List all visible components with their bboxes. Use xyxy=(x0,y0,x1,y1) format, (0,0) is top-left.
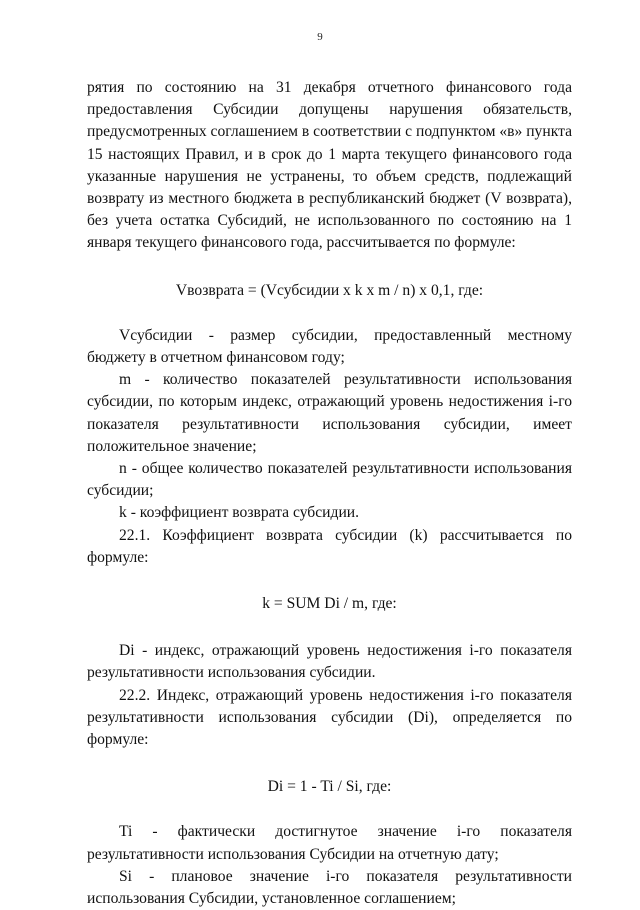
page-number: 9 xyxy=(317,31,323,43)
clause-22-1: 22.1. Коэффициент возврата субсидии (k) рассчитывается по формуле: xyxy=(87,526,572,566)
clause-22-2: 22.2. Индекс, отражающий уровень недостижения i-го показателя результативности использования субсидии (Di), определяется по формуле: xyxy=(87,686,572,749)
definition-m: m - количество показателей результативности использования субсидии, по которым индекс, отражающий уровень недостижения i-го показателя результативности использования субсидии, имеет положительное значение; xyxy=(87,371,572,455)
definition-si: Si - плановое значение i-го показателя результативности использования Субсидии, установленное соглашением; xyxy=(87,867,572,908)
formula-di: Di = 1 - Ti / Si, где: xyxy=(267,778,392,796)
definition-di: Di - индекс, отражающий уровень недостижения i-го показателя результативности использования субсидии. xyxy=(87,642,572,682)
intro-paragraph: рятия по состоянию на 31 декабря отчетного финансового года предоставления Субсидии допущены нарушения обязательств, предусмотренных соглашением в соответствии с подпунктом «в» пункта 15 настоящих Правил, и в срок до 1 марта текущего финансового года указанные нарушения не устранены, то объем средств, подлежащий возврату из местного бюджета в республиканский бюджет (V возврата), без учета остатка Субсидий, не использованного по состоянию на 1 января текущего финансового года, рассчитывается по формуле: xyxy=(87,79,572,252)
definition-n: n - общее количество показателей результативности использования субсидии; xyxy=(87,460,572,500)
formula-v-vozvrata: Vвозврата = (Vсубсидии x k x m / n) x 0,1, где: xyxy=(175,281,484,299)
definition-v-subsidii: Vсубсидии - размер субсидии, предоставленный местному бюджету в отчетном финансовом году; xyxy=(87,326,572,367)
definition-ti: Ti - фактически достигнутое значение i-го показателя результативности использования Субсидии на отчетную дату; xyxy=(87,823,572,863)
document-body xyxy=(87,77,572,910)
definition-k: k - коэффициент возврата субсидии. xyxy=(119,504,360,522)
formula-k: k = SUM Di / m, где: xyxy=(262,595,397,613)
